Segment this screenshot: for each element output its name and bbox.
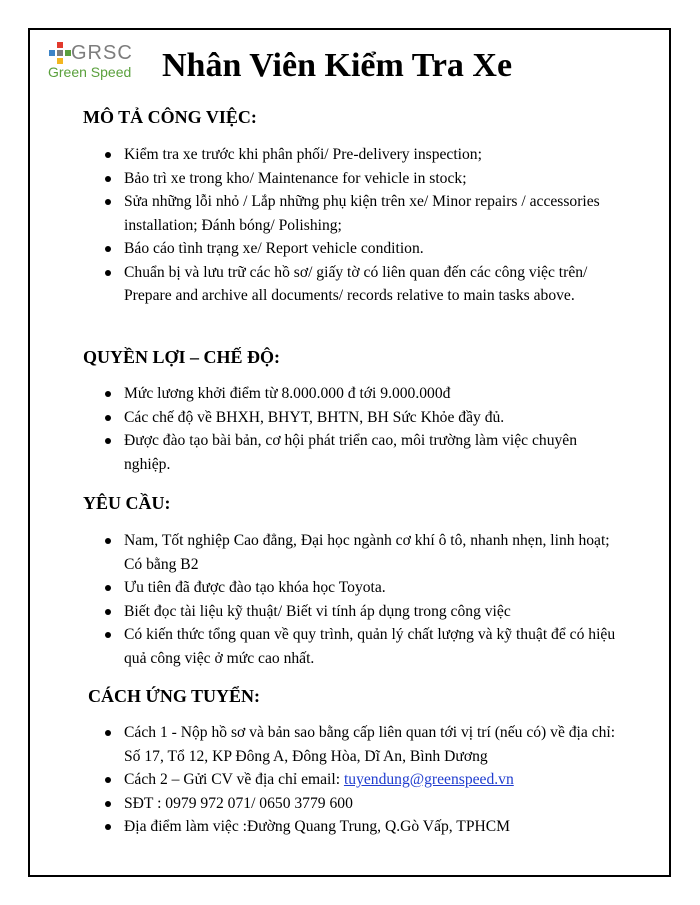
list-item: Các chế độ về BHXH, BHYT, BHTN, BH Sức Khỏe đầy đủ.	[104, 406, 624, 430]
list-item: Chuẩn bị và lưu trữ các hồ sơ/ giấy tờ có liên quan đến các công việc trên/ Prepare and archive all documents/ records relative to main tasks above.	[104, 261, 624, 308]
list-item: Có kiến thức tổng quan về quy trình, quản lý chất lượng và kỹ thuật để có hiệu quả công việc ở mức cao nhất.	[104, 623, 624, 670]
page-title: Nhân Viên Kiểm Tra Xe	[162, 47, 513, 84]
list-item	[104, 768, 624, 792]
description-list	[104, 143, 624, 308]
benefits-heading: QUYỀN LỢI – CHẾ ĐỘ:	[83, 347, 281, 367]
logo-brand-name: Green Speed	[48, 64, 132, 80]
list-item: Địa điểm làm việc :Đường Quang Trung, Q.Gò Vấp, TPHCM	[104, 815, 624, 839]
list-item: Nam, Tốt nghiệp Cao đẳng, Đại học ngành cơ khí ô tô, nhanh nhẹn, linh hoạt; Có bằng B2	[104, 529, 624, 576]
list-item: Bảo trì xe trong kho/ Maintenance for vehicle in stock;	[104, 167, 624, 191]
description-heading: MÔ TẢ CÔNG VIỆC:	[83, 107, 257, 127]
list-item: SĐT : 0979 972 071/ 0650 3779 600	[104, 792, 624, 816]
requirements-heading: YÊU CẦU:	[83, 493, 171, 513]
apply-list	[104, 721, 624, 839]
list-item: Cách 1 - Nộp hồ sơ và bản sao bằng cấp liên quan tới vị trí (nếu có) về địa chỉ: Số 17, Tổ 12, KP Đông A, Đông Hòa, Dĩ An, Bình Dương	[104, 721, 624, 768]
list-item: Được đào tạo bài bản, cơ hội phát triển cao, môi trường làm việc chuyên nghiệp.	[104, 429, 624, 476]
list-item: Mức lương khởi điểm từ 8.000.000 đ tới 9.000.000đ	[104, 382, 624, 406]
requirements-list	[104, 529, 624, 670]
email-link[interactable]: tuyendung@greenspeed.vn	[343, 771, 514, 788]
list-item: Ưu tiên đã được đào tạo khóa học Toyota.	[104, 576, 624, 600]
apply-heading: CÁCH ỨNG TUYỂN:	[88, 686, 261, 706]
benefits-list	[104, 382, 624, 476]
logo-brand-short: GRSC	[71, 42, 133, 64]
list-item: Báo cáo tình trạng xe/ Report vehicle condition.	[104, 237, 624, 261]
list-item: Biết đọc tài liệu kỹ thuật/ Biết vi tính áp dụng trong công việc	[104, 600, 624, 624]
list-item: Sửa những lỗi nhỏ / Lắp những phụ kiện trên xe/ Minor repairs / accessories installation; Đánh bóng/ Polishing;	[104, 190, 624, 237]
email-prefix: Cách 2 – Gửi CV về địa chỉ email:	[124, 771, 344, 788]
list-item: Kiểm tra xe trước khi phân phối/ Pre-delivery inspection;	[104, 143, 624, 167]
